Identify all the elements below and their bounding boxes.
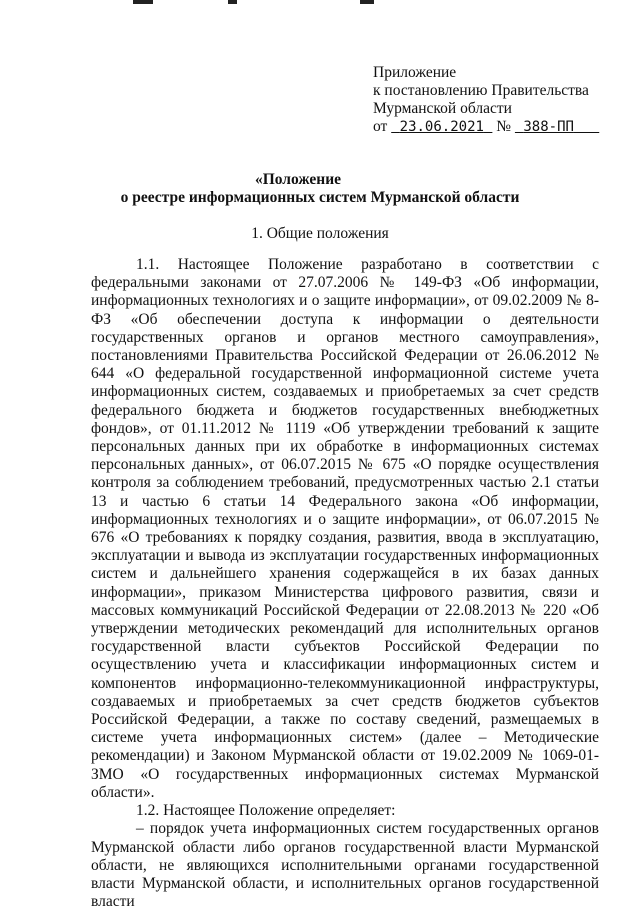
appendix-date-line: [373, 118, 599, 136]
from-label: от: [373, 118, 388, 135]
appendix-resolution: к постановлению Правительства: [373, 82, 589, 99]
scan-artifact: [360, 0, 374, 4]
appendix-label: Приложение: [373, 64, 457, 81]
document-body: [91, 256, 599, 911]
section-heading: 1. Общие положения: [251, 225, 389, 242]
document-number: 388-ПП: [523, 119, 574, 135]
paragraph-1-2: 1.2. Настоящее Положение определяет:: [136, 802, 396, 820]
title-line-1: «Положение: [254, 171, 342, 188]
document-date: 23.06.2021: [399, 119, 484, 135]
scan-artifact: [133, 0, 153, 4]
list-item: – порядок учета информационных систем государственных органов Мурманской области либо органов государственной власти Мурманской области, не являющихся исполнительными органами государственной власти Мурманской области, и исполнительных органов государственной власти: [91, 820, 599, 911]
number-label: №: [496, 118, 512, 135]
appendix-header: [373, 64, 599, 136]
title-line-2: о реестре информационных систем Мурманской области: [120, 189, 520, 206]
appendix-region: Мурманской области: [373, 100, 512, 117]
paragraph-1-1: 1.1. Настоящее Положение разработано в соответствии с федеральными законами от 27.07.2006 № 149-ФЗ «Об информации, информационных технологиях и о защите информации», от 09.02.2009 № 8-ФЗ «Об обеспечении доступа к информации о деятельности государственных органов и органов местного самоуправления», постановлениями Правительства Российской Федерации от 26.06.2012 № 644 «О федеральной государственной информационной системе учета информационных систем, создаваемых и приобретаемых за счет средств федерального бюджета и бюджетов государственных внебюджетных фондов», от 01.11.2012 № 1119 «Об утверждении требований к защите персональных данных при их обработке в информационных системах персональных данных», от 06.07.2015 № 675 «О порядке осуществления контроля за соблюдением требований, предусмотренных частью 2.1 статьи 13 и частью 6 статьи 14 Федерального закона «Об информации, информационных технологиях и о защите информации», от 06.07.2015 № 676 «О требованиях к порядку создания, развития, ввода в эксплуатацию, эксплуатации и вывода из эксплуатации государственных информационных систем и дальнейшего хранения содержащейся в их базах данных информации», приказом Министерства цифрового развития, связи и массовых коммуникаций Российской Федерации от 22.08.2013 № 220 «Об утверждении методических рекомендаций для исполнительных органов государственной власти субъектов Российской Федерации по осуществлению учета и классификации информационных систем и компонентов информационно-телекоммуникационной инфраструктуры, создаваемых и приобретаемых за счет средств бюджетов субъектов Российской Федерации, а также по составу сведений, размещаемых в системе учета информационных систем» (далее – Методические рекомендации) и Законом Мурманской области от 19.02.2009 № 1069-01-ЗМО «О государственных информационных системах Мурманской области».: [91, 256, 599, 801]
scan-artifact: [228, 0, 237, 4]
document-title: [0, 171, 640, 207]
